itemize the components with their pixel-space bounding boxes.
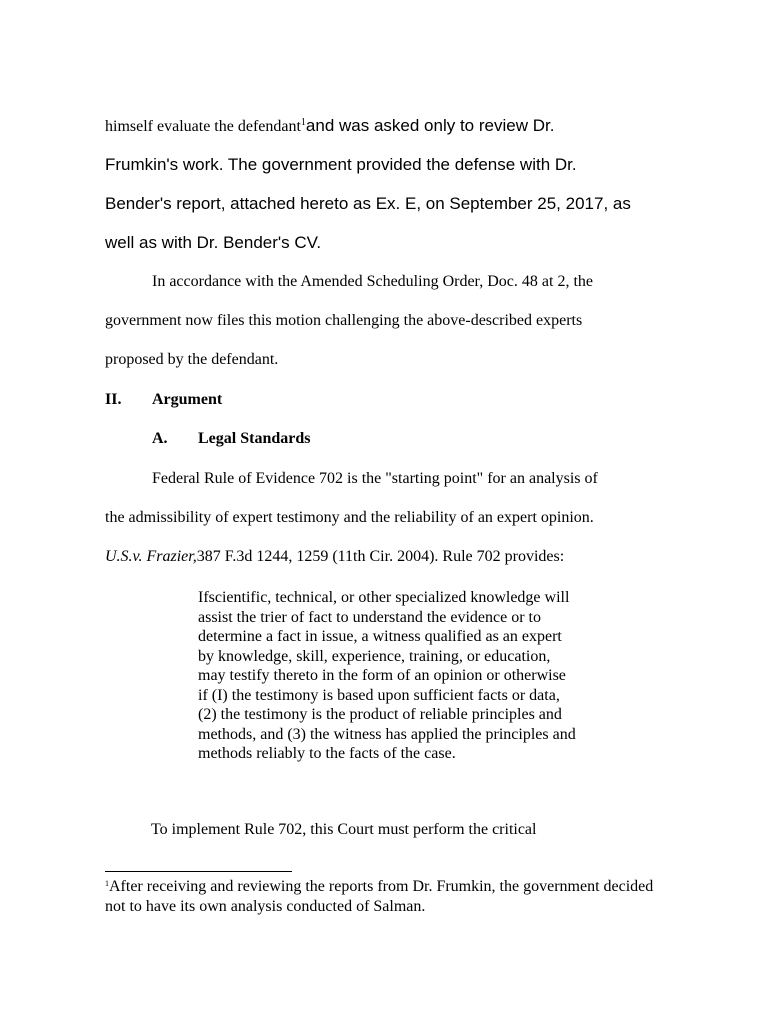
footnote [105, 877, 675, 917]
footnote-separator [105, 871, 292, 872]
paragraph-3-line-3 [105, 548, 564, 566]
heading-number: II. [105, 391, 122, 408]
block-quote: Ifscientific, technical, or other specialized knowledge will assist the trier of fact to understand the evidence or to determine a fact in issue, a witness qualified as an expert by knowledge, skill, experience, training, or education, may testify thereto in the form of an opinion or otherwise if (I) the testimony is based upon sufficient facts or data, (2) the testimony is the product of reliable principles and methods, and (3) the witness has applied the principles and methods reliably to the facts of the case. [198, 589, 576, 762]
paragraph-3-line-2: the admissibility of expert testimony and the reliability of an expert opinion. [105, 509, 594, 526]
paragraph-1-line-1 [105, 116, 554, 136]
footnote-reference[interactable]: 1 [300, 117, 306, 128]
paragraph-4-line-1: To implement Rule 702, this Court must perform the critical [151, 821, 537, 838]
case-citation-rest: 387 F.3d 1244, 1259 (11th Cir. 2004). Rule 702 provides: [196, 548, 565, 565]
paragraph-2-line-2: government now files this motion challenging the above-described experts [105, 312, 583, 329]
paragraph-1-line-2: Frumkin's work. The government provided the defense with Dr. [105, 155, 577, 174]
paragraph-2-line-1: In accordance with the Amended Scheduling Order, Doc. 48 at 2, the [152, 273, 593, 290]
footnote-number: 1 [105, 879, 109, 888]
paragraph-1-sans-text: and was asked only to review Dr. [305, 116, 555, 135]
paragraph-1-line-4: well as with Dr. Bender's CV. [105, 233, 322, 252]
paragraph-3-line-1: Federal Rule of Evidence 702 is the "starting point" for an analysis of [152, 470, 598, 487]
paragraph-2-line-3: proposed by the defendant. [105, 351, 279, 368]
paragraph-1-line-3: Bender's report, attached hereto as Ex. E, on September 25, 2017, as [105, 194, 631, 213]
subheading-number: A. [152, 430, 168, 447]
heading-title: Argument [152, 391, 223, 408]
paragraph-1-serif-text: himself evaluate the defendant [105, 118, 301, 135]
case-citation-name: U.S.v. Frazier, [105, 548, 197, 565]
subheading-title: Legal Standards [198, 430, 311, 447]
footnote-text: After receiving and reviewing the reports from Dr. Frumkin, the government decided not to have its own analysis conducted of Salman. [105, 878, 654, 915]
